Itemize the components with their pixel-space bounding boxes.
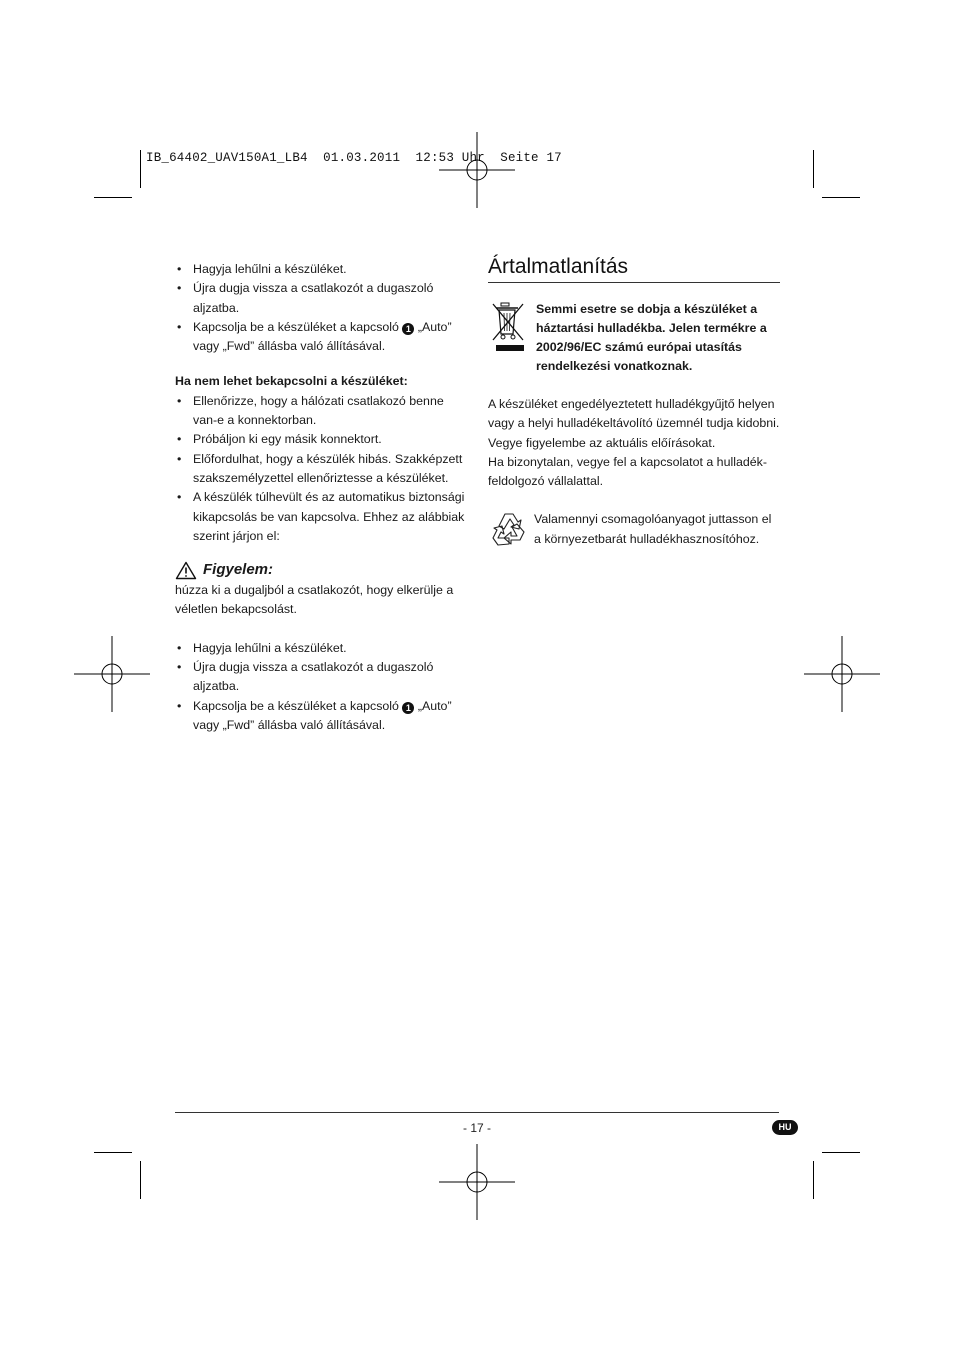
right-column bbox=[488, 254, 780, 549]
list-item: • Kapcsolja be a készüléket a kapcsoló 1 „Auto” vagy „Fwd” állásba való állításával. bbox=[175, 318, 470, 357]
page-number: - 17 - bbox=[462, 1121, 491, 1135]
list-item: • Újra dugja vissza a csatlakozót a dugaszoló aljzatba. bbox=[175, 658, 470, 697]
print-slug-line: IB_64402_UAV150A1_LB4 01.03.2011 12:53 Uhr Seite 17 bbox=[146, 151, 562, 165]
warning-triangle-icon bbox=[175, 561, 197, 580]
registration-mark-icon bbox=[439, 132, 515, 208]
list-item: • Újra dugja vissza a csatlakozót a dugaszoló aljzatba. bbox=[175, 279, 470, 318]
warning-text: húzza ki a dugaljból a csatlakozót, hogy elkerülje a véletlen bekapcsolást. bbox=[175, 583, 454, 617]
list-item: • Előfordulhat, hogy a készülék hibás. Szakképzett szakszemélyzettel ellenőriztesse a készüléket. bbox=[175, 450, 470, 489]
crop-mark bbox=[813, 150, 814, 188]
registration-mark-icon bbox=[74, 636, 150, 712]
bullet-list-troubleshoot bbox=[175, 392, 470, 546]
registration-mark-icon bbox=[439, 1144, 515, 1220]
list-item: • Kapcsolja be a készüléket a kapcsoló 1 „Auto” vagy „Fwd” állásba való állításával. bbox=[175, 697, 470, 736]
recycle-icon bbox=[488, 510, 530, 548]
troubleshoot-heading: Ha nem lehet bekapcsolni a készüléket: bbox=[175, 374, 408, 389]
crossed-bin-icon bbox=[488, 300, 532, 352]
bullet-list-restart-2 bbox=[175, 639, 470, 735]
crop-mark bbox=[140, 150, 141, 188]
packaging-recycle-notice bbox=[488, 510, 780, 549]
disposal-paragraph-2: Ha bizonytalan, vegye fel a kapcsolatot a hulladék-feldolgozó vállalattal. bbox=[488, 454, 767, 489]
list-item: • Próbáljon ki egy másik konnektort. bbox=[175, 430, 470, 449]
footer-rule bbox=[175, 1112, 779, 1113]
disposal-info bbox=[488, 395, 780, 491]
crop-mark bbox=[822, 1152, 860, 1153]
list-item: • A készülék túlhevült és az automatikus biztonsági kikapcsolás be van kapcsolva. Ehhez az alábbiak szerint járjon el: bbox=[175, 488, 470, 546]
section-title: Ártalmatlanítás bbox=[488, 254, 780, 283]
crop-mark bbox=[813, 1161, 814, 1199]
disposal-paragraph-1: A készüléket engedélyeztetett hulladékgyűjtő helyen vagy a helyi hulladékeltávolító üzemnél tudja kidobni. Vegye figyelembe az aktuális előírásokat. bbox=[488, 397, 780, 450]
warning-heading: Figyelem: bbox=[175, 559, 470, 581]
list-item: • Hagyja lehűlni a készüléket. bbox=[175, 260, 470, 279]
list-item: • Hagyja lehűlni a készüléket. bbox=[175, 639, 470, 658]
crop-mark bbox=[140, 1161, 141, 1199]
crop-mark bbox=[94, 197, 132, 198]
crop-mark bbox=[94, 1152, 132, 1153]
language-badge: HU bbox=[772, 1120, 798, 1135]
crop-mark bbox=[822, 197, 860, 198]
list-item: • Ellenőrizze, hogy a hálózati csatlakozó benne van-e a konnektorban. bbox=[175, 392, 470, 431]
disposal-text: Semmi esetre se dobja a készüléket a háztartási hulladékba. Jelen termékre a 2002/96/EC számú európai utasítás rendelkezési vonatkoznak. bbox=[536, 302, 767, 373]
disposal-notice bbox=[488, 300, 780, 376]
switch-number-badge: 1 bbox=[402, 702, 414, 714]
recycle-text: Valamennyi csomagolóanyagot juttasson el a környezetbarát hulladékhasznosítóhoz. bbox=[534, 512, 772, 546]
switch-number-badge: 1 bbox=[402, 323, 414, 335]
bullet-list-restart-1 bbox=[175, 260, 470, 356]
registration-mark-icon bbox=[804, 636, 880, 712]
left-column bbox=[175, 260, 470, 735]
